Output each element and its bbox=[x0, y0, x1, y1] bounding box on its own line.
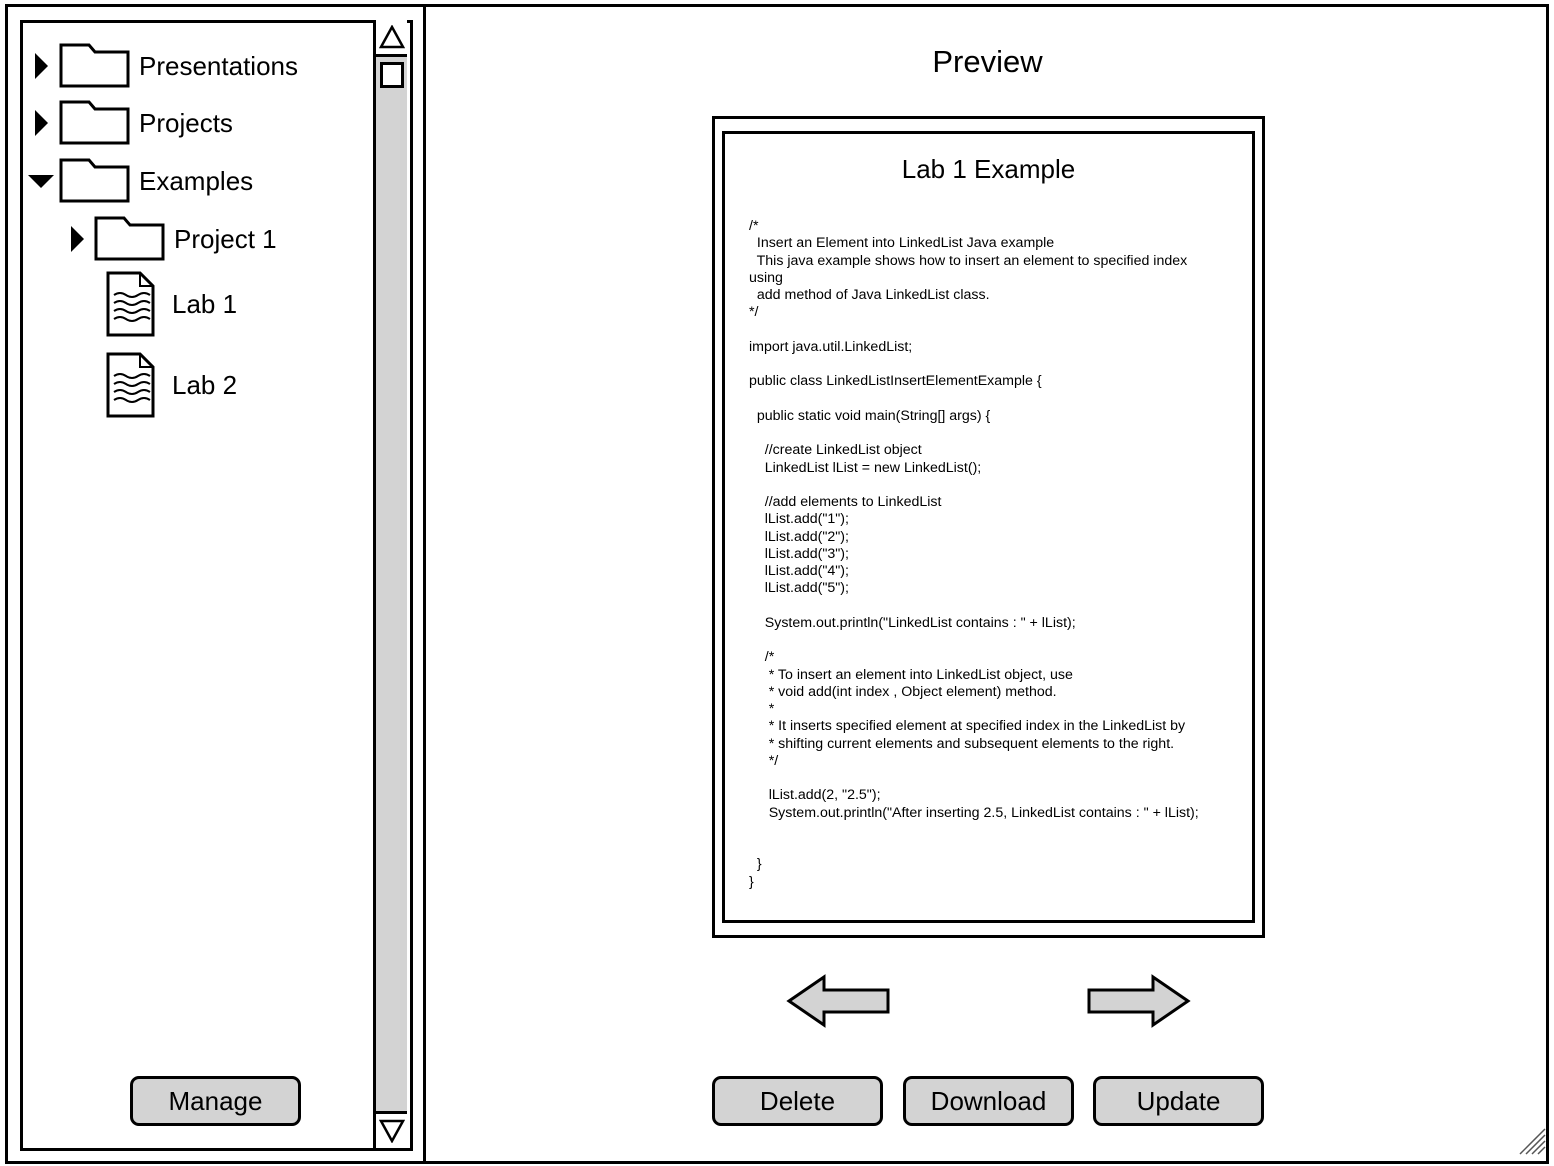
arrow-left-icon[interactable] bbox=[786, 974, 892, 1033]
update-button[interactable]: Update bbox=[1093, 1076, 1264, 1126]
tree-item-lab-1[interactable] bbox=[106, 271, 237, 337]
tree-item-label: Lab 1 bbox=[172, 288, 238, 319]
tree-item-label: Projects bbox=[139, 107, 233, 138]
document-icon bbox=[106, 271, 156, 337]
tree-item-label: Lab 2 bbox=[172, 369, 238, 400]
manage-button[interactable]: Manage bbox=[130, 1076, 301, 1126]
tree-item-label: Presentations bbox=[139, 50, 298, 81]
document-code-content: /* Insert an Element into LinkedList Java example This java example shows how to insert an element to specified index using add method of Java LinkedList class. */ import java.util.LinkedList; public class LinkedListInsertElementExample { public static void main(String[] args) { //create LinkedList object LinkedList lList = new LinkedList(); //add elements to LinkedList lList.add("1"); lList.add("2"); lList.add("3"); lList.add("4"); lList.add("5"); System.out.println("LinkedList contains : " + lList); /* * To insert an element into LinkedList object, use * void add(int index , Object element) method. * * It inserts specified element at specified index in the LinkedList by * shifting current elements and subsequent elements to the right. */ lList.add(2, "2.5"); System.out.println("After inserting 2.5, LinkedList contains : " + lList); } } bbox=[749, 218, 1199, 890]
expand-icon[interactable] bbox=[30, 51, 52, 81]
folder-icon bbox=[59, 158, 131, 204]
folder-icon bbox=[59, 43, 131, 89]
scroll-up-icon[interactable] bbox=[376, 20, 407, 57]
download-button[interactable]: Download bbox=[903, 1076, 1074, 1126]
collapse-icon[interactable] bbox=[27, 166, 55, 196]
arrow-right-icon[interactable] bbox=[1085, 974, 1191, 1033]
tree-item-presentations[interactable] bbox=[30, 44, 298, 88]
delete-button[interactable]: Delete bbox=[712, 1076, 883, 1126]
tree-item-examples[interactable] bbox=[27, 159, 253, 203]
expand-icon[interactable] bbox=[66, 224, 88, 254]
expand-icon[interactable] bbox=[30, 108, 52, 138]
tree-item-label: Examples bbox=[139, 165, 254, 196]
scroll-down-icon[interactable] bbox=[376, 1111, 407, 1148]
folder-icon bbox=[94, 216, 166, 262]
tree-item-project-1[interactable] bbox=[66, 217, 277, 261]
tree-item-label: Project 1 bbox=[174, 223, 277, 254]
document-page bbox=[722, 131, 1255, 923]
document-title: Lab 1 Example bbox=[901, 154, 1076, 184]
tree-item-lab-2[interactable] bbox=[106, 352, 237, 418]
document-preview[interactable] bbox=[712, 116, 1265, 938]
tree-scrollbar[interactable] bbox=[373, 20, 407, 1148]
preview-title: Preview bbox=[932, 44, 1043, 79]
folder-icon bbox=[59, 100, 131, 146]
panel-divider bbox=[423, 4, 426, 1161]
resize-grip-icon[interactable] bbox=[1516, 1125, 1546, 1160]
document-icon bbox=[106, 352, 156, 418]
tree-item-projects[interactable] bbox=[30, 101, 233, 145]
scroll-thumb[interactable] bbox=[380, 62, 404, 88]
